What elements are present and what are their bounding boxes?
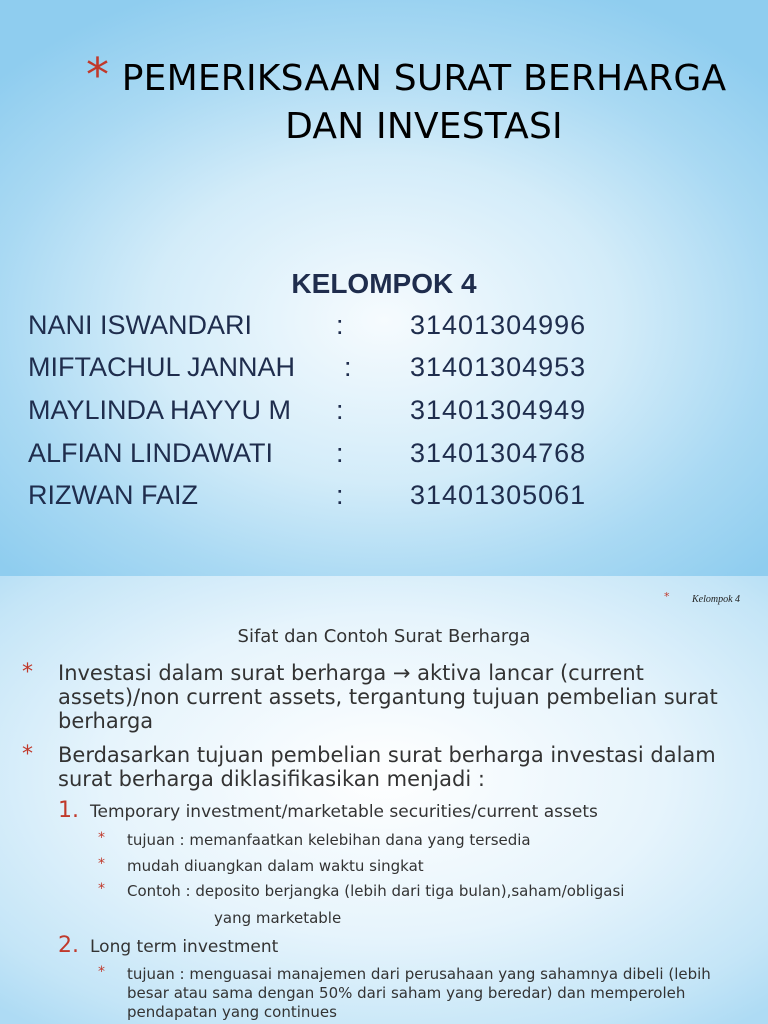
- member-name: MAYLINDA HAYYU M: [28, 395, 292, 425]
- item-label: Temporary investment/marketable securities/current assets: [90, 802, 598, 822]
- member-colon: :: [336, 480, 344, 510]
- bullet-icon: *: [22, 742, 33, 767]
- member-colon: :: [336, 395, 344, 425]
- member-colon: :: [336, 310, 344, 340]
- content-slide: [0, 576, 768, 1024]
- corner-label: Kelompok 4: [692, 594, 741, 605]
- member-colon: :: [344, 352, 352, 382]
- title-bullet-icon: *: [86, 48, 109, 102]
- member-id: 31401304949: [410, 395, 587, 425]
- slide-title-line-1: PEMERIKSAAN SURAT BERHARGA: [121, 58, 727, 99]
- bullet-icon: *: [22, 660, 33, 685]
- sub-bullet-icon: *: [98, 856, 105, 872]
- sub-point-continuation: yang marketable: [214, 909, 342, 927]
- slide-title: Sifat dan Contoh Surat Berharga: [237, 626, 531, 647]
- member-id: 31401304996: [410, 310, 587, 340]
- member-name: MIFTACHUL JANNAH: [28, 352, 296, 382]
- point-text: Berdasarkan tujuan pembelian surat berharga investasi dalam surat berharga diklasifikasikan menjadi :: [58, 743, 716, 791]
- member-name: RIZWAN FAIZ: [28, 480, 198, 510]
- item-number: 2.: [58, 933, 79, 958]
- sub-point-text: mudah diuangkan dalam waktu singkat: [127, 857, 424, 875]
- sub-bullet-icon: *: [98, 881, 105, 897]
- member-row: [28, 310, 748, 350]
- member-colon: :: [336, 438, 344, 468]
- point-text: Investasi dalam surat berharga → aktiva lancar (current assets)/non current assets, tergantung tujuan pembelian surat berharga: [58, 661, 718, 733]
- sub-point-text: tujuan : memanfaatkan kelebihan dana yang tersedia: [127, 831, 531, 849]
- member-id: 31401305061: [410, 480, 587, 510]
- member-row: [28, 395, 748, 435]
- sub-point-text: tujuan : menguasai manajemen dari perusahaan yang sahamnya dibeli (lebih besar atau sama dengan 50% dari saham yang beredar) dan memperoleh pendapatan yang continues: [127, 965, 711, 1021]
- corner-bullet-icon: *: [664, 590, 670, 603]
- member-row: [28, 480, 748, 520]
- member-row: [28, 352, 748, 392]
- member-id: 31401304768: [410, 438, 587, 468]
- member-name: NANI ISWANDARI: [28, 310, 253, 340]
- member-id: 31401304953: [410, 352, 587, 382]
- group-heading: KELOMPOK 4: [291, 268, 477, 299]
- sub-bullet-icon: *: [98, 830, 105, 846]
- slide-title-line-2: DAN INVESTASI: [285, 106, 563, 147]
- member-name: ALFIAN LINDAWATI: [28, 438, 274, 468]
- sub-bullet-icon: *: [98, 964, 105, 980]
- item-label: Long term investment: [90, 937, 279, 957]
- member-row: [28, 438, 748, 478]
- item-number: 1.: [58, 798, 79, 823]
- sub-point-text: Contoh : deposito berjangka (lebih dari tiga bulan),saham/obligasi: [127, 882, 625, 900]
